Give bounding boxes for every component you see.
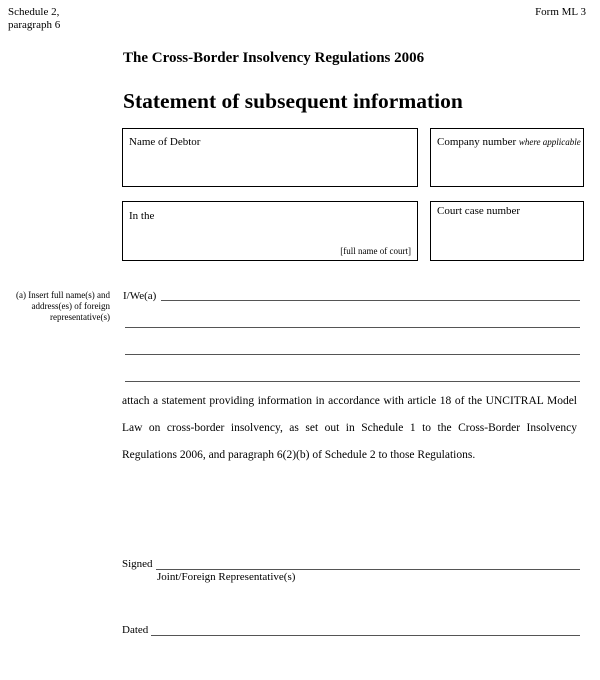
company-number-field[interactable] <box>430 128 584 187</box>
page-title: Statement of subsequent information <box>123 89 463 113</box>
company-number-label-text: Company number <box>437 136 517 148</box>
regulations-title: The Cross-Border Insolvency Regulations 2006 <box>123 50 425 66</box>
signed-label: Signed <box>122 558 153 570</box>
declaration-line-3: Regulations 2006, and paragraph 6(2)(b) of Schedule 2 to those Regulations. <box>122 449 476 461</box>
declaration-line-1: attach a statement providing information in accordance with article 18 of the UNCITRAL Model <box>122 395 577 407</box>
declaration-line-2: Law on cross-border insolvency, as set out in Schedule 1 to the Cross-Border Insolvency <box>122 422 577 434</box>
side-note-line1: (a) Insert full name(s) and <box>16 290 110 300</box>
schedule-reference <box>8 6 60 32</box>
declaration-text <box>122 395 577 407</box>
side-note-line2: address(es) of foreign <box>31 301 110 311</box>
court-label: In the <box>129 210 155 222</box>
court-case-number-field[interactable] <box>430 201 584 261</box>
side-note <box>4 290 110 323</box>
debtor-name-field[interactable] <box>122 128 418 187</box>
company-number-note: where applicable <box>518 137 581 147</box>
declaration-line-2-wrap <box>122 422 577 434</box>
side-note-line3: representative(s) <box>50 312 110 322</box>
debtor-name-label: Name of Debtor <box>129 136 201 148</box>
company-number-label <box>437 136 581 149</box>
court-case-label: Court case number <box>437 205 521 217</box>
court-hint: [full name of court] <box>340 246 411 256</box>
date-line[interactable] <box>151 635 580 636</box>
dated-label: Dated <box>122 624 149 636</box>
schedule-ref-line1: Schedule 2, <box>8 6 60 18</box>
representative-name-line-3[interactable] <box>125 354 580 355</box>
signature-role-caption: Joint/Foreign Representative(s) <box>157 571 296 583</box>
schedule-ref-line2: paragraph 6 <box>8 19 61 31</box>
court-name-field[interactable] <box>122 201 418 261</box>
representative-name-line-1[interactable] <box>161 300 580 301</box>
representative-name-line-4[interactable] <box>125 381 580 382</box>
signature-line[interactable] <box>156 569 580 570</box>
representative-name-line-2[interactable] <box>125 327 580 328</box>
iwe-label: I/We(a) <box>123 290 157 302</box>
form-id: Form ML 3 <box>535 6 586 18</box>
